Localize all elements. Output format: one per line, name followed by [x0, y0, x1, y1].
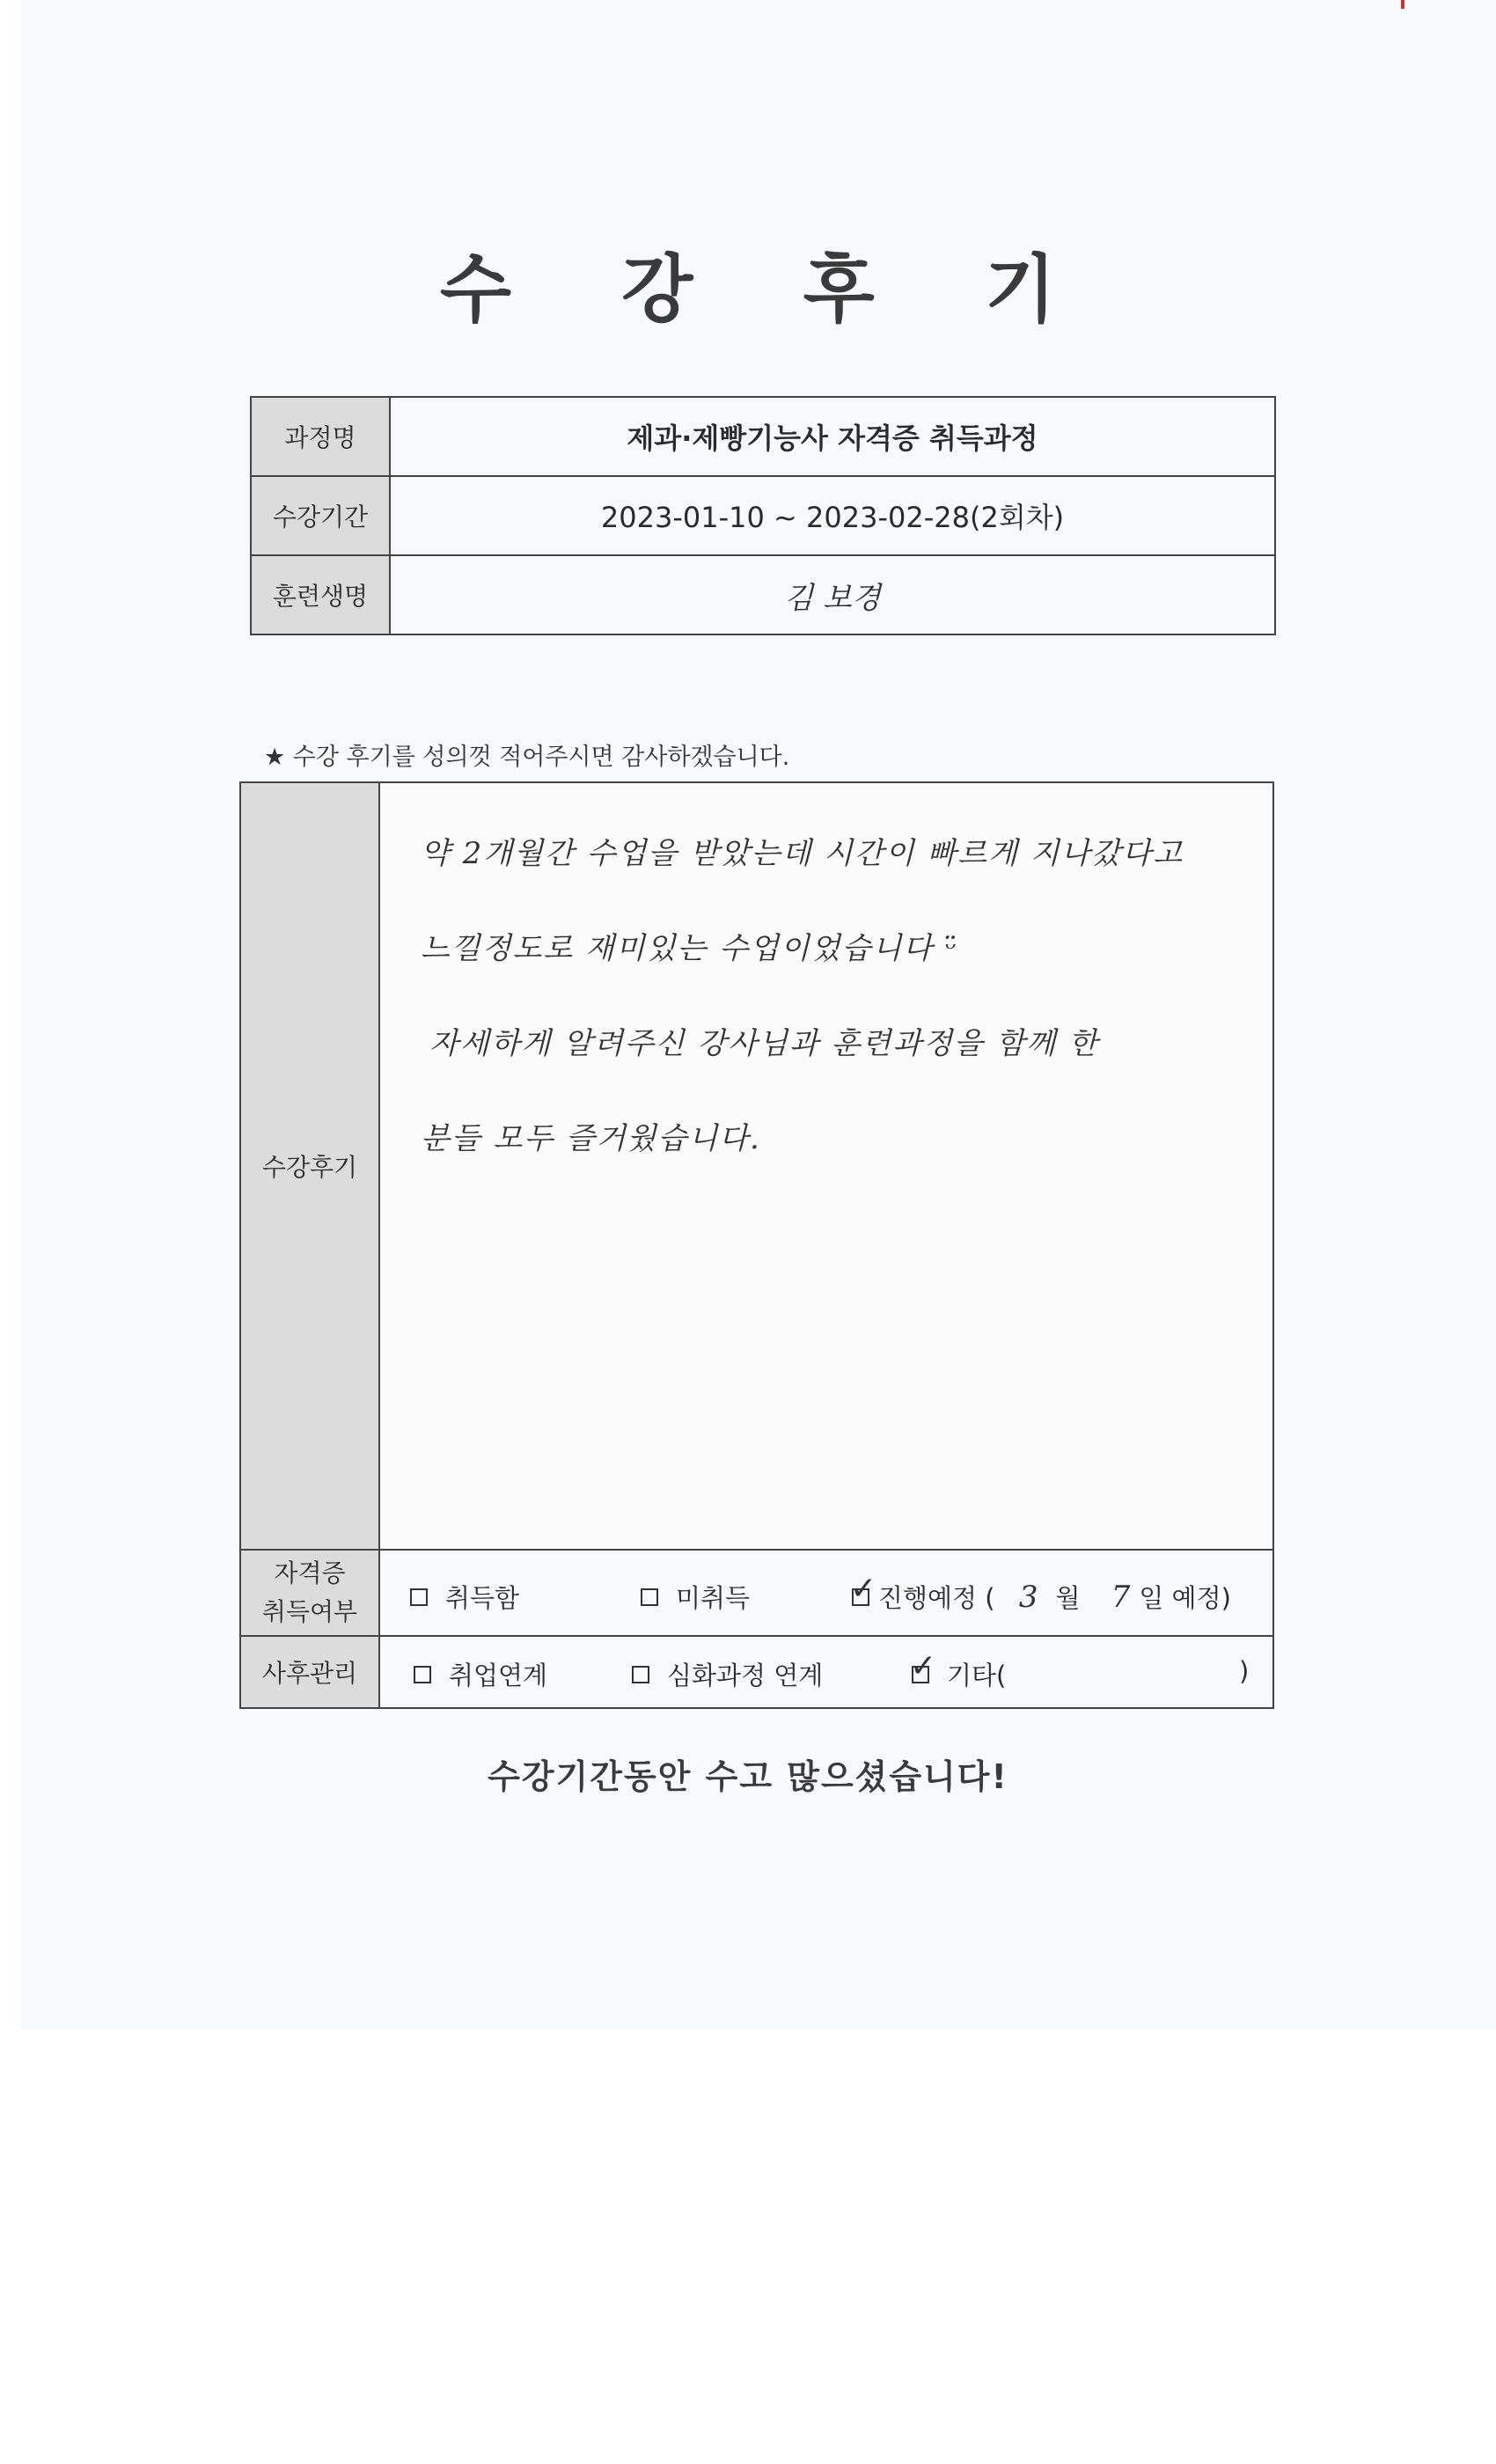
- review-table: [239, 781, 1274, 1709]
- month-unit: 월: [1055, 1583, 1081, 1613]
- option-other[interactable]: [910, 1648, 1007, 1692]
- option-not-acquired-label: 미취득: [676, 1583, 751, 1613]
- option-other-label: 기타(: [947, 1661, 1007, 1690]
- option-job[interactable]: [414, 1656, 547, 1692]
- edge-mark: [1401, 0, 1404, 9]
- checkbox-planned[interactable]: [850, 1571, 877, 1607]
- period-value: 2023-01-10 ~ 2023-02-28(2회차): [390, 476, 1275, 555]
- checkbox-other[interactable]: [910, 1648, 937, 1684]
- checkmark-icon: ✓: [850, 1571, 877, 1607]
- day-unit: 일 예정): [1139, 1583, 1231, 1613]
- trainee-label: 훈련생명: [251, 555, 390, 634]
- aftercare-options: [379, 1636, 1273, 1708]
- option-planned[interactable]: [850, 1571, 1231, 1615]
- course-info-table: [250, 396, 1276, 635]
- course-value: 제과·제빵기능사 자격증 취득과정: [390, 397, 1275, 476]
- review-label: 수강후기: [240, 782, 379, 1550]
- checkbox-job[interactable]: [414, 1666, 431, 1683]
- review-line: 느낄정도로 재미있는 수업이었습니다 ᵕ̈: [421, 931, 959, 966]
- review-line: 분들 모두 즐거웠습니다.: [421, 1121, 761, 1156]
- certificate-label: [240, 1550, 379, 1636]
- option-acquired[interactable]: [410, 1579, 519, 1615]
- review-line: 자세하게 알려주신 강사님과 훈련과정을 함께 한: [429, 1026, 1099, 1061]
- option-acquired-label: 취득함: [445, 1583, 520, 1613]
- closing-message: 수강기간동안 수고 많으셨습니다!: [488, 1757, 1008, 1796]
- review-line: 약 2개월간 수업을 받았는데 시간이 빠르게 지나갔다고: [421, 836, 1184, 871]
- planned-month: 3: [1018, 1580, 1038, 1615]
- option-other-close: ): [1239, 1656, 1250, 1686]
- course-label: 과정명: [251, 397, 390, 476]
- option-not-acquired[interactable]: [641, 1579, 750, 1615]
- option-advanced[interactable]: [632, 1656, 823, 1692]
- checkbox-acquired[interactable]: [410, 1588, 428, 1606]
- aftercare-label: 사후관리: [240, 1636, 379, 1708]
- checkmark-icon: ✓: [910, 1648, 937, 1684]
- review-body: [379, 782, 1273, 1550]
- certificate-label-line1: 자격증: [274, 1558, 346, 1588]
- period-label: 수강기간: [251, 476, 390, 555]
- checkbox-not-acquired[interactable]: [641, 1588, 658, 1606]
- planned-day: 7: [1111, 1580, 1131, 1615]
- certificate-options: [379, 1550, 1273, 1636]
- option-planned-label: 진행예정 (: [878, 1583, 995, 1613]
- notice-text: ★ 수강 후기를 성의껏 적어주시면 감사하겠습니다.: [264, 744, 790, 771]
- option-advanced-label: 심화과정 연계: [667, 1661, 824, 1690]
- checkbox-advanced[interactable]: [632, 1666, 649, 1683]
- option-job-label: 취업연계: [449, 1661, 548, 1690]
- page-title: 수 강 후 기: [439, 246, 1099, 333]
- certificate-label-line2: 취득여부: [261, 1597, 358, 1626]
- trainee-name: 김 보경: [390, 555, 1275, 634]
